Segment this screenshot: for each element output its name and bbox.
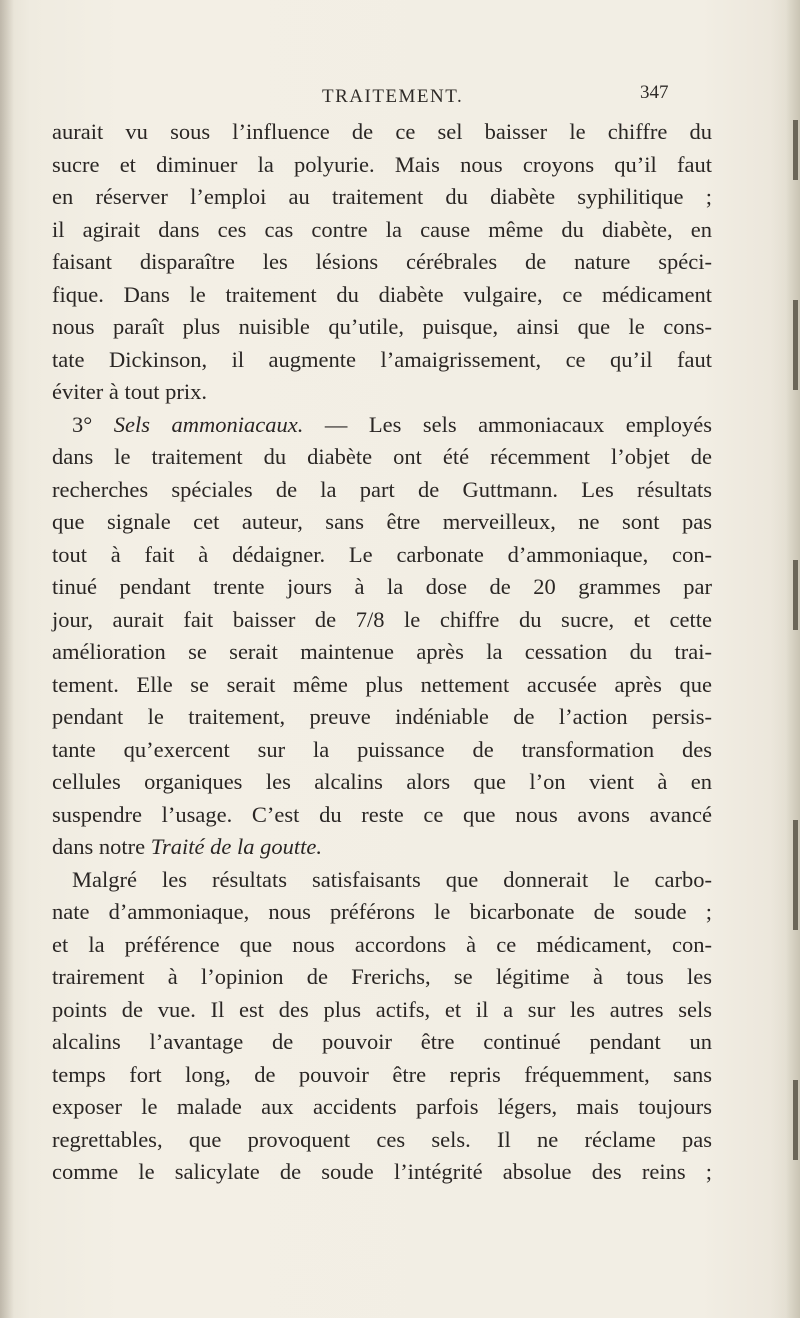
text-line: tate Dickinson, il augmente l’amaigrissement, ce qu’il faut [52,346,712,372]
text-line: suspendre l’usage. C’est du reste ce que nous avons avancé [52,801,712,827]
text-line: aurait vu sous l’influence de ce sel baisser le chiffre du [52,119,712,144]
text-line: points de vue. Il est des plus actifs, et il a sur les autres sels [52,996,712,1022]
edge-mark [793,560,798,630]
text-line: regrettables, que provoquent ces sels. Il ne réclame pas [52,1126,712,1152]
text-line: faisant disparaître les lésions cérébrales de nature spéci- [52,249,712,274]
section-number: 3° [72,411,114,437]
text-line: temps fort long, de pouvoir être repris fréquemment, sans [52,1061,712,1087]
section-heading-line [52,409,712,442]
text-line: tout à fait à dédaigner. Le carbonate d’ammoniaque, con- [52,541,712,567]
text-fragment: dans notre [52,834,151,859]
text-line: exposer le malade aux accidents parfois légers, mais toujours [52,1094,712,1119]
text-line: recherches spéciales de la part de Guttmann. Les résultats [52,476,712,502]
text-line: alcalins l’avantage de pouvoir être continué pendant un [52,1029,712,1054]
book-title: Traité de la goutte. [150,834,322,859]
text-line: Malgré les résultats satisfaisants que donnerait le carbo- [72,866,712,892]
section-title: Sels ammoniacaux. [113,411,304,437]
text-line: éviter à tout prix. [52,379,207,404]
text-line: amélioration se serait maintenue après la cessation du trai- [52,639,712,664]
text-line: nate d’ammoniaque, nous préférons le bicarbonate de soude ; [52,899,712,924]
text-line: tement. Elle se serait même plus nettement accusée après que [52,671,712,697]
text-line: trairement à l’opinion de Frerichs, se légitime à tous les [52,964,712,989]
edge-mark [793,300,798,390]
text-line: jour, aurait fait baisser de 7/8 le chiffre du sucre, et cette [52,606,712,632]
edge-mark [793,820,798,930]
running-title: TRAITEMENT. [322,86,464,107]
text-line: pendant le traitement, preuve indéniable de l’action persis- [52,704,712,729]
text-line: et la préférence que nous accordons à ce médicament, con- [52,931,712,957]
text-line: cellules organiques les alcalins alors que l’on vient à en [52,769,712,794]
page-header [0,82,800,116]
section-text: — Les sels ammoniacaux employés [303,411,713,437]
text-line: comme le salicylate de soude l’intégrité absolue des reins ; [52,1159,712,1184]
text-line: que signale cet auteur, sans être merveilleux, ne sont pas [52,509,712,534]
page-number: 347 [640,82,669,103]
text-line: dans le traitement du diabète ont été récemment l’objet de [52,444,712,469]
edge-mark [793,1080,798,1160]
body-text [52,116,712,1189]
edge-mark [793,120,798,180]
text-line: tante qu’exercent sur la puissance de transformation des [52,736,712,762]
text-line: il agirait dans ces cas contre la cause même du diabète, en [52,216,712,242]
text-line: fique. Dans le traitement du diabète vulgaire, ce médicament [52,281,712,307]
text-line: tinué pendant trente jours à la dose de 20 grammes par [52,574,712,599]
text-line-with-title [52,831,712,864]
text-line: en réserver l’emploi au traitement du diabète syphilitique ; [52,184,712,209]
text-line: sucre et diminuer la polyurie. Mais nous croyons qu’il faut [52,151,712,177]
text-line: nous paraît plus nuisible qu’utile, puisque, ainsi que le cons- [52,314,712,339]
page-gutter-shadow [0,0,14,1318]
